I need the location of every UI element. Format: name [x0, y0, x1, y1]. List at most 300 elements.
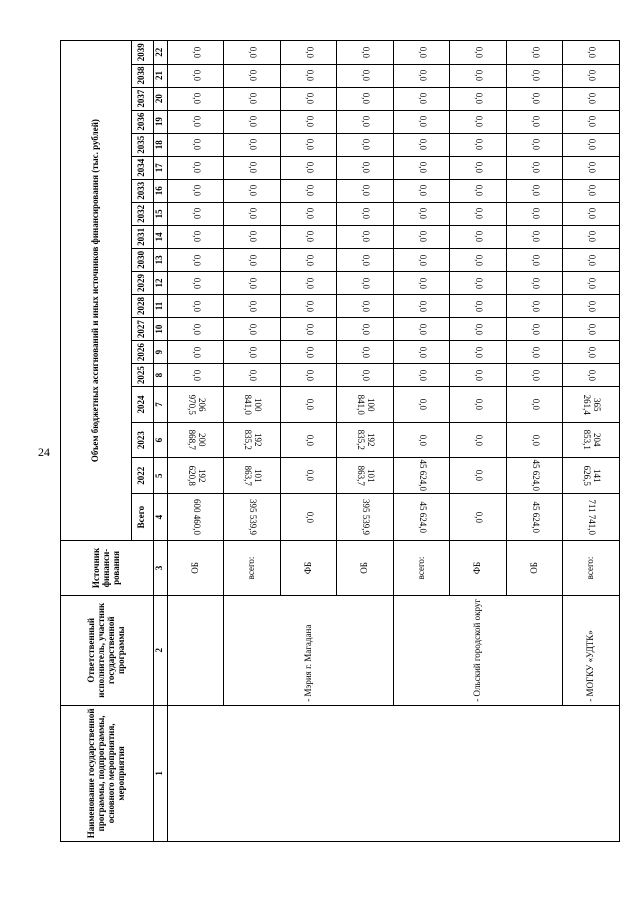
year-value-cell [450, 294, 507, 317]
year-value-cell [337, 364, 394, 387]
year-value-cell [393, 87, 450, 110]
year-value-cell-text: 0,0 [474, 185, 485, 197]
year-value-cell [563, 202, 620, 225]
header-funding-title-text: Объем бюджетных ассигнований и иных источников финансирования (тыс. рублей) [89, 119, 100, 463]
year-value-cell [450, 387, 507, 423]
year-value-cell-text: 0,0 [191, 208, 202, 220]
year-value-cell [393, 64, 450, 87]
table-row [167, 41, 224, 842]
column-number-text: 6 [154, 437, 165, 443]
year-value-cell [450, 179, 507, 202]
year-value-cell-text: 0,0 [248, 346, 259, 358]
year-value-cell-text: 0,0 [417, 116, 428, 128]
year-value-cell-text: 101 863,7 [243, 465, 264, 486]
year-value-cell [167, 133, 224, 156]
year-value-cell [337, 225, 394, 248]
source-cell-text: ОБ [359, 562, 370, 574]
year-value-cell [506, 294, 563, 317]
year-value-cell [563, 248, 620, 271]
year-value-cell-text: 0,0 [474, 277, 485, 289]
year-value-cell [450, 248, 507, 271]
column-number-text: 11 [154, 301, 165, 311]
year-value-cell-text: 0,0 [587, 346, 598, 358]
year-value-cell-text: 0,0 [474, 434, 485, 446]
participant-cell-text: - МОГКУ «УДТК» [585, 630, 596, 702]
participant-cell [563, 595, 620, 705]
year-value-cell [563, 341, 620, 364]
header-year [131, 110, 153, 133]
year-value-cell [563, 318, 620, 341]
year-value-cell-text: 0,0 [587, 277, 598, 289]
total-value-cell [167, 494, 224, 541]
header-year [131, 387, 153, 423]
year-value-cell [280, 156, 337, 179]
year-value-cell-text: 0,0 [361, 92, 372, 105]
header-year-text: 2034 [136, 158, 147, 177]
year-value-cell-text: 0,0 [304, 434, 315, 446]
year-value-cell [224, 202, 281, 225]
year-value-cell-text: 0,0 [417, 46, 428, 58]
year-value-cell-text: 0,0 [417, 369, 428, 381]
year-value-cell [506, 156, 563, 179]
column-number-text: 8 [154, 372, 165, 378]
header-program-name-text: Наименование государственной программы, подпрограммы, основного мероприятия, мероприятия [86, 708, 126, 839]
year-value-cell-text: 0,0 [361, 69, 372, 82]
year-value-cell [393, 294, 450, 317]
year-value-cell-text: 0,0 [530, 369, 541, 381]
year-value-cell-text: 0,0 [361, 254, 372, 266]
year-value-cell-text: 0,0 [248, 69, 259, 82]
year-value-cell-text: 0,0 [191, 69, 202, 82]
program-name-cell [167, 705, 619, 841]
header-funding-title [61, 41, 132, 541]
year-value-cell-text: 0,0 [248, 162, 259, 174]
year-value-cell [224, 87, 281, 110]
year-value-cell-text: 0,0 [530, 323, 541, 335]
column-number-text: 22 [154, 47, 165, 57]
page-number: 24 [38, 445, 50, 459]
year-value-cell-text: 0,0 [530, 162, 541, 174]
participant-cell [224, 595, 394, 705]
column-number-text: 12 [154, 278, 165, 288]
year-value-cell [224, 41, 281, 65]
header-year-text: 2033 [136, 181, 147, 200]
source-cell [337, 541, 394, 596]
year-value-cell [337, 179, 394, 202]
year-value-cell [280, 87, 337, 110]
header-year [131, 248, 153, 271]
year-value-cell-text: 0,0 [304, 92, 315, 105]
year-value-cell [506, 318, 563, 341]
year-value-cell-text: 0,0 [474, 116, 485, 128]
year-value-cell-text: 0,0 [248, 254, 259, 266]
year-value-cell [393, 387, 450, 423]
total-value-cell [393, 494, 450, 541]
year-value-cell [167, 41, 224, 65]
year-value-cell-text: 0,0 [587, 46, 598, 58]
year-value-cell [280, 364, 337, 387]
year-value-cell [167, 458, 224, 494]
header-year [131, 271, 153, 294]
source-cell [224, 541, 281, 596]
year-value-cell-text: 0,0 [587, 162, 598, 174]
source-cell-text: всего: [415, 556, 426, 580]
year-value-cell [337, 202, 394, 225]
year-value-cell-text: 0,0 [530, 277, 541, 289]
year-value-cell [224, 341, 281, 364]
year-value-cell-text: 0,0 [530, 208, 541, 220]
year-value-cell [280, 133, 337, 156]
year-value-cell [506, 41, 563, 65]
year-value-cell-text: 0,0 [417, 323, 428, 335]
header-year-text: 2024 [136, 395, 147, 414]
year-value-cell [280, 64, 337, 87]
year-value-cell [167, 87, 224, 110]
header-year [131, 202, 153, 225]
year-value-cell-text: 0,0 [530, 231, 541, 243]
year-value-cell [506, 64, 563, 87]
year-value-cell-text: 0,0 [248, 231, 259, 243]
year-value-cell-text: 0,0 [361, 277, 372, 289]
year-value-cell [224, 422, 281, 458]
year-value-cell [393, 422, 450, 458]
header-participant-text: Ответственный исполнитель, участник государственной программы [86, 602, 126, 698]
column-number [153, 364, 167, 387]
participant-cell [167, 595, 224, 705]
total-value-cell-text: 0,0 [304, 511, 315, 523]
year-value-cell [506, 110, 563, 133]
year-value-cell-text: 0,0 [361, 185, 372, 197]
header-year-text: 2036 [136, 112, 147, 131]
year-value-cell-text: 204 853,1 [582, 429, 603, 451]
year-value-cell-text: 0,0 [587, 231, 598, 243]
column-number [153, 41, 167, 65]
header-year [131, 225, 153, 248]
year-value-cell [280, 202, 337, 225]
header-source [61, 541, 154, 596]
year-value-cell-text: 0,0 [361, 162, 372, 174]
year-value-cell [224, 179, 281, 202]
header-total-text: Всего [136, 505, 147, 529]
year-value-cell [506, 202, 563, 225]
column-number [153, 64, 167, 87]
column-number-text: 16 [154, 186, 165, 196]
year-value-cell [224, 133, 281, 156]
year-value-cell-text: 0,0 [304, 369, 315, 381]
total-value-cell-text: 395 539,9 [361, 499, 372, 536]
column-number [153, 318, 167, 341]
year-value-cell [563, 294, 620, 317]
header-year [131, 294, 153, 317]
year-value-cell [450, 318, 507, 341]
source-cell [393, 541, 450, 596]
participant-cell-text: - Ольский городской округ [472, 598, 483, 702]
year-value-cell [450, 41, 507, 65]
year-value-cell [393, 458, 450, 494]
year-value-cell [337, 248, 394, 271]
year-value-cell-text: 0,0 [587, 254, 598, 266]
total-value-cell-text: 711 741,0 [587, 499, 598, 535]
year-value-cell [167, 341, 224, 364]
year-value-cell-text: 0,0 [191, 277, 202, 289]
header-participant [61, 595, 154, 705]
year-value-cell-text: 0,0 [191, 231, 202, 243]
column-number-text: 3 [154, 565, 165, 571]
year-value-cell-text: 0,0 [417, 162, 428, 174]
funding-table [60, 40, 620, 842]
year-value-cell-text: 0,0 [248, 116, 259, 128]
year-value-cell-text: 0,0 [474, 139, 485, 151]
year-value-cell [563, 41, 620, 65]
year-value-cell-text: 0,0 [474, 369, 485, 381]
column-number [153, 541, 167, 596]
year-value-cell-text: 0,0 [587, 323, 598, 335]
header-year [131, 458, 153, 494]
column-number [153, 225, 167, 248]
year-value-cell [337, 294, 394, 317]
year-value-cell-text: 0,0 [417, 231, 428, 243]
year-value-cell-text: 0,0 [530, 300, 541, 312]
year-value-cell-text: 0,0 [304, 208, 315, 220]
year-value-cell-text: 0,0 [191, 346, 202, 358]
rotated-table-area [60, 40, 620, 842]
year-value-cell-text: 0,0 [530, 254, 541, 266]
year-value-cell [280, 294, 337, 317]
source-cell [506, 541, 563, 596]
total-value-cell-text: 45 624,0 [417, 501, 428, 533]
year-value-cell [563, 387, 620, 423]
year-value-cell-text: 0,0 [361, 46, 372, 58]
year-value-cell [450, 225, 507, 248]
column-number [153, 202, 167, 225]
year-value-cell-text: 0,0 [530, 139, 541, 151]
column-number-text: 17 [154, 163, 165, 173]
column-number-text: 1 [154, 771, 165, 776]
year-value-cell-text: 0,0 [361, 208, 372, 220]
participant-cell [393, 595, 563, 705]
year-value-cell-text: 0,0 [417, 300, 428, 312]
year-value-cell [167, 156, 224, 179]
year-value-cell-text: 0,0 [304, 398, 315, 411]
source-cell [563, 541, 620, 596]
year-value-cell [506, 133, 563, 156]
year-value-cell [506, 458, 563, 494]
source-cell [450, 541, 507, 596]
year-value-cell [280, 387, 337, 423]
year-value-cell [450, 156, 507, 179]
year-value-cell-text: 0,0 [361, 139, 372, 151]
year-value-cell-text: 0,0 [417, 92, 428, 105]
header-year [131, 318, 153, 341]
header-year-text: 2031 [136, 227, 147, 246]
year-value-cell-text: 0,0 [530, 69, 541, 82]
total-value-cell-text: 600 460,0 [191, 499, 202, 536]
header-year [131, 341, 153, 364]
year-value-cell-text: 0,0 [417, 398, 428, 411]
year-value-cell-text: 0,0 [191, 116, 202, 128]
header-year-text: 2030 [136, 250, 147, 269]
year-value-cell [224, 156, 281, 179]
column-number [153, 271, 167, 294]
column-number [153, 294, 167, 317]
year-value-cell [224, 364, 281, 387]
year-value-cell [563, 225, 620, 248]
source-cell-text: ФБ [472, 561, 483, 575]
column-number [153, 494, 167, 541]
year-value-cell [450, 110, 507, 133]
year-value-cell-text: 192 620,8 [186, 465, 207, 486]
year-value-cell [506, 248, 563, 271]
header-year [131, 133, 153, 156]
year-value-cell-text: 45 624,0 [417, 459, 428, 492]
year-value-cell [224, 225, 281, 248]
header-year [131, 64, 153, 87]
year-value-cell-text: 192 835,2 [356, 429, 377, 451]
header-year-text: 2025 [136, 366, 147, 385]
year-value-cell-text: 0,0 [191, 162, 202, 174]
column-number-text: 4 [154, 514, 165, 520]
year-value-cell [506, 364, 563, 387]
year-value-cell-text: 0,0 [474, 470, 485, 482]
source-cell-text: ОБ [189, 562, 200, 574]
year-value-cell-text: 0,0 [304, 300, 315, 312]
header-year [131, 179, 153, 202]
source-cell-text: ФБ [302, 561, 313, 575]
year-value-cell [393, 156, 450, 179]
year-value-cell [450, 422, 507, 458]
year-value-cell [280, 248, 337, 271]
year-value-cell-text: 0,0 [417, 185, 428, 197]
year-value-cell-text: 0,0 [304, 116, 315, 128]
year-value-cell-text: 192 835,2 [243, 429, 264, 451]
year-value-cell-text: 0,0 [248, 185, 259, 197]
year-value-cell [280, 341, 337, 364]
column-number [153, 422, 167, 458]
year-value-cell-text: 0,0 [304, 185, 315, 197]
year-value-cell [393, 225, 450, 248]
year-value-cell-text: 0,0 [530, 46, 541, 58]
year-value-cell [450, 87, 507, 110]
year-value-cell-text: 100 841,0 [356, 394, 377, 415]
year-value-cell [280, 41, 337, 65]
year-value-cell-text: 0,0 [474, 231, 485, 243]
year-value-cell-text: 45 624,0 [530, 459, 541, 492]
year-value-cell [167, 318, 224, 341]
total-value-cell-text: 0,0 [474, 511, 485, 523]
year-value-cell [224, 110, 281, 133]
year-value-cell-text: 0,0 [361, 231, 372, 243]
year-value-cell-text: 0,0 [474, 46, 485, 58]
column-number [153, 595, 167, 705]
year-value-cell-text: 0,0 [587, 69, 598, 82]
year-value-cell [280, 110, 337, 133]
year-value-cell-text: 0,0 [530, 398, 541, 411]
year-value-cell-text: 0,0 [304, 346, 315, 358]
column-number-text: 9 [154, 349, 165, 355]
header-year [131, 364, 153, 387]
year-value-cell [167, 179, 224, 202]
column-number [153, 248, 167, 271]
header-year-text: 2028 [136, 297, 147, 316]
participant-cell-text: - Мэрия г. Магадана [302, 624, 313, 702]
column-number [153, 110, 167, 133]
column-number [153, 133, 167, 156]
year-value-cell [393, 202, 450, 225]
year-value-cell [337, 64, 394, 87]
source-cell-text: ОБ [528, 562, 539, 574]
year-value-cell [563, 64, 620, 87]
year-value-cell [224, 294, 281, 317]
year-value-cell [167, 225, 224, 248]
header-year-text: 2027 [136, 320, 147, 339]
year-value-cell [506, 271, 563, 294]
year-value-cell-text: 0,0 [587, 139, 598, 151]
year-value-cell [393, 110, 450, 133]
column-number-text: 20 [154, 94, 165, 104]
year-value-cell-text: 0,0 [474, 254, 485, 266]
year-value-cell [224, 248, 281, 271]
year-value-cell [450, 364, 507, 387]
year-value-cell-text: 0,0 [417, 346, 428, 358]
year-value-cell-text: 0,0 [248, 300, 259, 312]
year-value-cell-text: 0,0 [248, 92, 259, 105]
year-value-cell-text: 0,0 [417, 208, 428, 220]
year-value-cell-text: 206 970,5 [186, 394, 207, 415]
year-value-cell-text: 0,0 [191, 254, 202, 266]
year-value-cell [563, 156, 620, 179]
year-value-cell [393, 318, 450, 341]
total-value-cell [337, 494, 394, 541]
year-value-cell-text: 0,0 [474, 69, 485, 82]
year-value-cell-text: 0,0 [248, 139, 259, 151]
year-value-cell-text: 0,0 [530, 434, 541, 446]
header-year-text: 2026 [136, 343, 147, 362]
year-value-cell [337, 458, 394, 494]
total-value-cell [563, 494, 620, 541]
year-value-cell-text: 0,0 [417, 139, 428, 151]
year-value-cell [280, 225, 337, 248]
year-value-cell-text: 0,0 [474, 162, 485, 174]
column-number-text: 5 [154, 473, 165, 478]
column-number-text: 19 [154, 117, 165, 127]
year-value-cell [506, 179, 563, 202]
header-year [131, 422, 153, 458]
year-value-cell-text: 0,0 [361, 300, 372, 312]
year-value-cell-text: 100 841,0 [243, 394, 264, 415]
year-value-cell-text: 0,0 [304, 46, 315, 58]
year-value-cell-text: 0,0 [587, 208, 598, 220]
year-value-cell-text: 0,0 [248, 208, 259, 220]
year-value-cell [167, 202, 224, 225]
source-cell [167, 541, 224, 596]
year-value-cell [167, 271, 224, 294]
header-year [131, 87, 153, 110]
year-value-cell-text: 0,0 [587, 185, 598, 197]
year-value-cell [224, 458, 281, 494]
year-value-cell-text: 0,0 [248, 277, 259, 289]
year-value-cell [167, 387, 224, 423]
year-value-cell [224, 387, 281, 423]
year-value-cell-text: 0,0 [191, 139, 202, 151]
year-value-cell [280, 318, 337, 341]
column-number [153, 179, 167, 202]
year-value-cell [393, 364, 450, 387]
year-value-cell [393, 248, 450, 271]
year-value-cell-text: 0,0 [304, 254, 315, 266]
year-value-cell-text: 0,0 [191, 369, 202, 381]
year-value-cell [506, 341, 563, 364]
year-value-cell-text: 0,0 [248, 46, 259, 58]
